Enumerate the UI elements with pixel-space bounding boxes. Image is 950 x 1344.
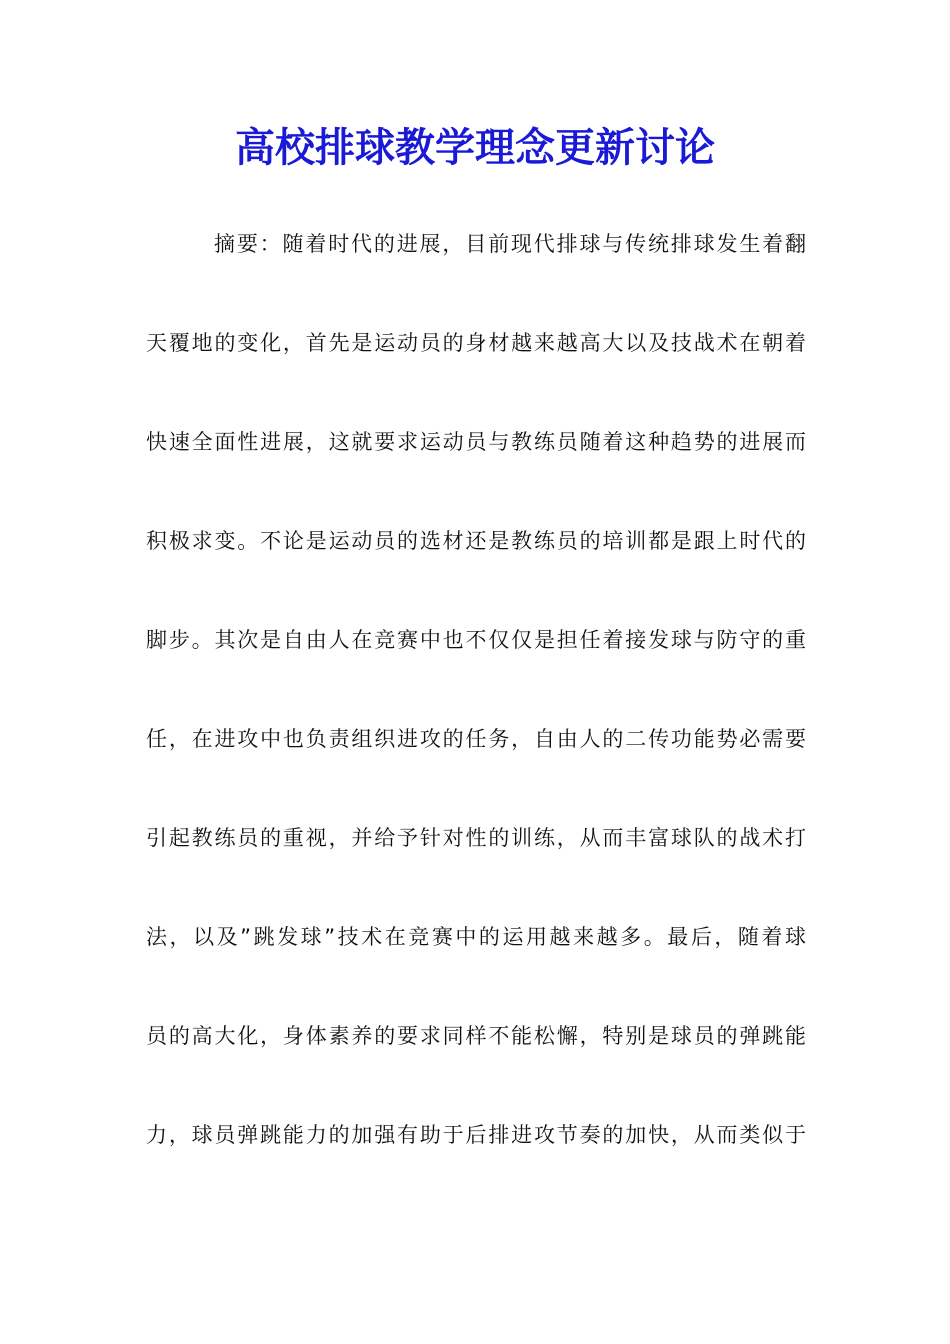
document-title: 高校排球教学理念更新讨论 xyxy=(235,124,715,171)
paragraph-line-8: 法，以及”跳发球”技术在竞赛中的运用越来越多。最后，随着球 xyxy=(146,925,806,949)
paragraph-line-6: 任，在进攻中也负责组织进攻的任务，自由人的二传功能势必需要 xyxy=(146,727,806,751)
paragraph-line-3: 快速全面性进展，这就要求运动员与教练员随着这种趋势的进展而 xyxy=(146,430,806,454)
paragraph-line-4: 积极求变。不论是运动员的选材还是教练员的培训都是跟上时代的 xyxy=(146,529,806,553)
paragraph-line-10: 力，球员弹跳能力的加强有助于后排进攻节奏的加快，从而类似于 xyxy=(146,1123,806,1147)
paragraph-line-2: 天覆地的变化，首先是运动员的身材越来越高大以及技战术在朝着 xyxy=(146,331,806,355)
paragraph-line-7: 引起教练员的重视，并给予针对性的训练，从而丰富球队的战术打 xyxy=(146,826,806,850)
paragraph-line-1: 摘要：随着时代的进展，目前现代排球与传统排球发生着翻 xyxy=(214,232,806,256)
paragraph-line-9: 员的高大化，身体素养的要求同样不能松懈，特别是球员的弹跳能 xyxy=(146,1024,806,1048)
paragraph-line-5: 脚步。其次是自由人在竞赛中也不仅仅是担任着接发球与防守的重 xyxy=(146,628,806,652)
